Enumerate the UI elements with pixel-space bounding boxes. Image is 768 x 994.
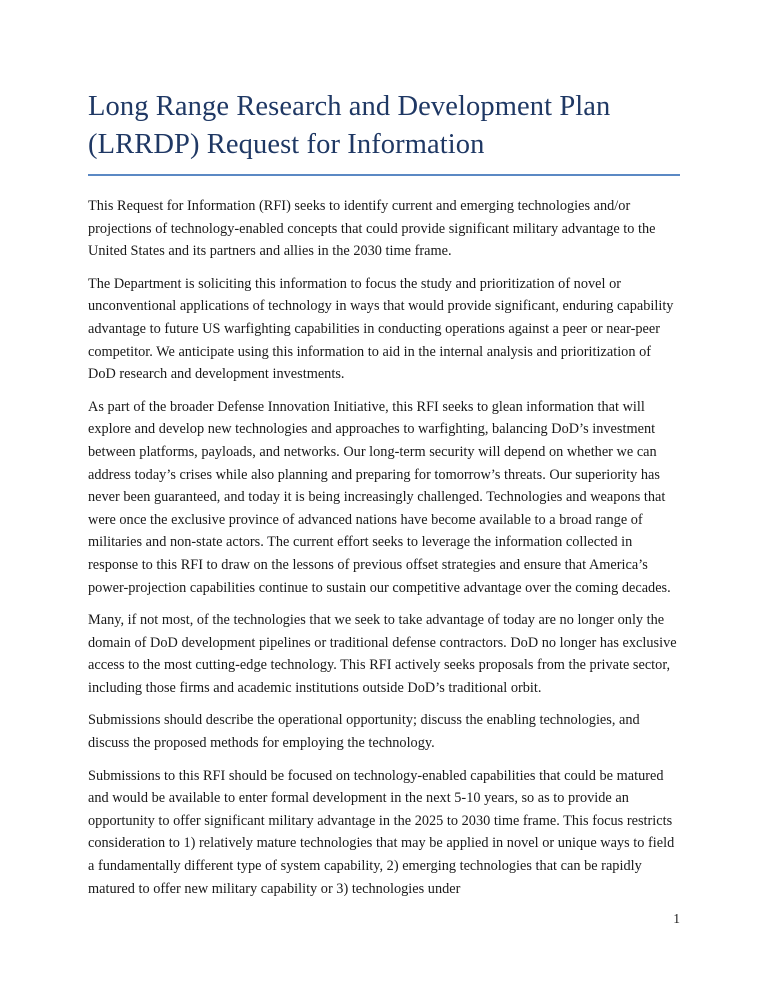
paragraph-4: Many, if not most, of the technologies that we seek to take advantage of today are no longer only the domain of DoD development pipelines or traditional defense contractors. DoD no longer has exclusive access to the most cutting-edge technology. This RFI actively seeks proposals from the private sector, including those firms and academic institutions outside DoD’s traditional orbit. (88, 612, 677, 696)
paragraph-6: Submissions to this RFI should be focused on technology-enabled capabilities that could be matured and would be available to enter formal development in the next 5-10 years, so as to provide an opportunity to offer significant military advantage in the 2025 to 2030 time frame. This focus restricts consideration to 1) relatively mature technologies that may be applied in novel or unique ways to field a fundamentally different type of system capability, 2) emerging technologies that can be rapidly matured to offer new military capability or 3) technologies under (88, 767, 675, 897)
paragraph-3: As part of the broader Defense Innovation Initiative, this RFI seeks to glean information that will explore and develop new technologies and approaches to warfighting, balancing DoD’s investment between platforms, payloads, and networks. Our long-term security will depend on whether we can address today’s crises while also planning and preparing for tomorrow’s threats. Our superiority has never been guaranteed, and today it is being increasingly challenged. Technologies and weapons that were once the exclusive province of advanced nations have become available to a broad range of militaries and non-state actors. The current effort seeks to leverage the information collected in response to this RFI to draw on the lessons of previous offset strategies and ensure that America’s power-projection capabilities continue to sustain our competitive advantage over the coming decades. (88, 398, 671, 596)
page-number: 1 (673, 911, 680, 926)
paragraph-5: Submissions should describe the operational opportunity; discuss the enabling technologies, and discuss the proposed methods for employing the technology. (88, 712, 640, 752)
document-body (88, 195, 680, 900)
document-content (88, 88, 680, 910)
title-divider (88, 174, 680, 176)
paragraph-2: The Department is soliciting this information to focus the study and prioritization of novel or unconventional applications of technology in ways that would provide significant, enduring capability advantage to future US warfighting capabilities in conducting operations against a peer or near-peer competitor. We anticipate using this information to aid in the internal analysis and prioritization of DoD research and development investments. (88, 275, 674, 383)
paragraph-1: This Request for Information (RFI) seeks to identify current and emerging technologies and/or projections of technology-enabled concepts that could provide significant military advantage to the United States and its partners and allies in the 2030 time frame. (88, 198, 656, 260)
page-title: Long Range Research and Development Plan (LRRDP) Request for Information (88, 91, 611, 160)
